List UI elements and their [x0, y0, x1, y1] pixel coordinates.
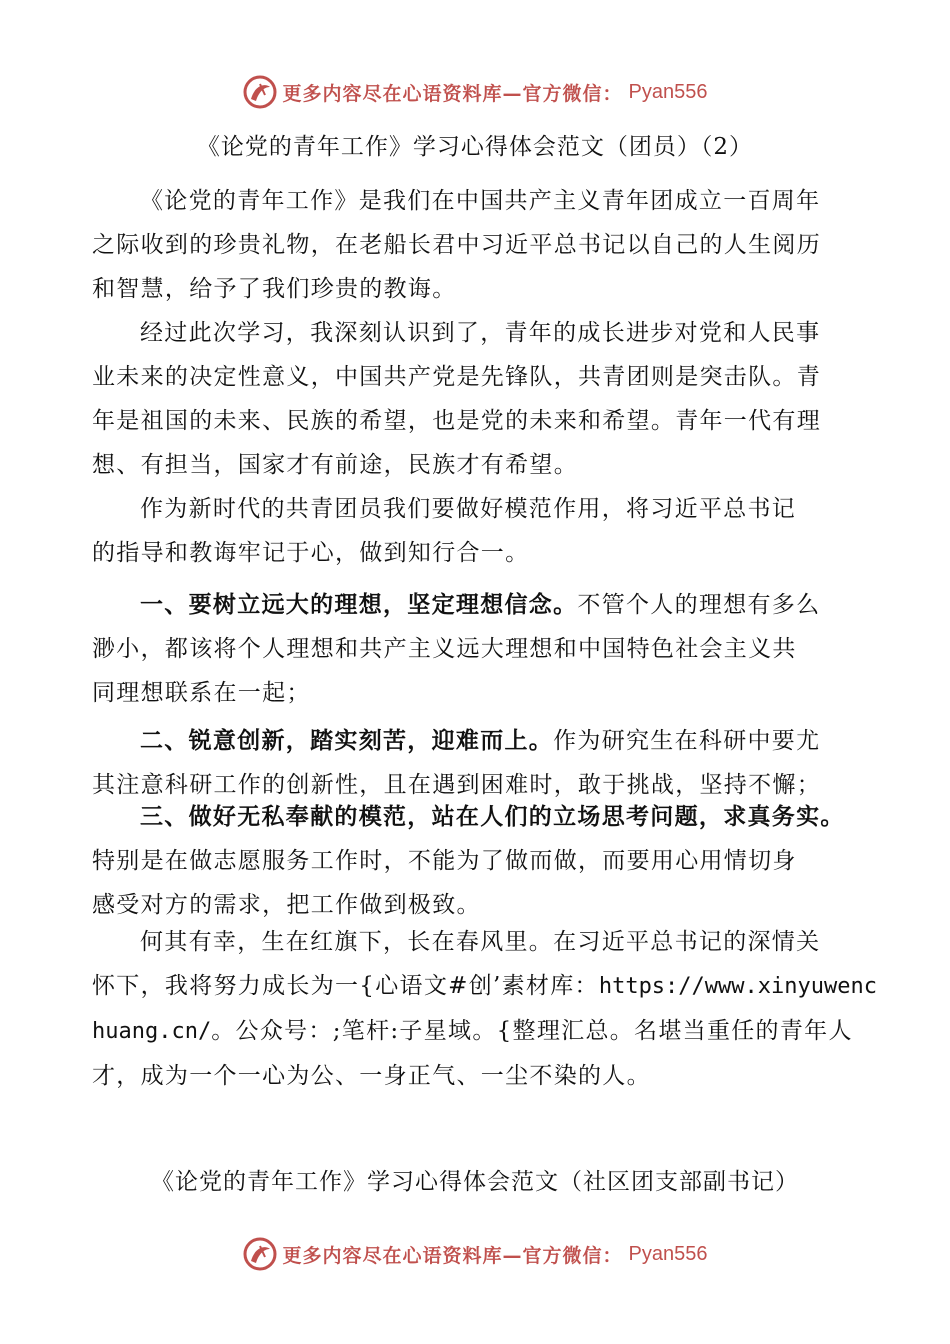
logo-icon — [243, 75, 277, 109]
banner-text: 更多内容尽在心语资料库—官方微信： — [282, 82, 623, 105]
text-line: 其注意科研工作的创新性，且在遇到困难时，敢于挑战，坚持不懈； — [92, 772, 821, 798]
text-line: 和智慧，给予了我们珍贵的教诲。 — [92, 276, 457, 302]
banner-wechat-id: Pyan556 — [628, 1242, 708, 1265]
url-text: huang.cn/ — [92, 1019, 212, 1044]
paragraph-5 — [92, 719, 862, 807]
paragraph-4 — [92, 583, 862, 715]
text-line: 感受对方的需求，把工作做到极致。 — [92, 892, 481, 918]
text-run: 。公众号：;笔杆:子星域。{整理汇总。名堪当重任的青年人 — [211, 1018, 853, 1044]
text-run: 不管个人的理想有多么 — [577, 592, 821, 618]
text-run: 怀下，我将努力成长为一{心语文#创’素材库： — [92, 973, 599, 999]
text-line: 的指导和教诲牢记于心，做到知行合一。 — [92, 540, 530, 566]
footer-banner — [0, 1232, 950, 1276]
paragraph-3 — [92, 487, 862, 575]
header-banner — [0, 70, 950, 114]
text-line: 想、有担当，国家才有前途，民族才有希望。 — [92, 452, 578, 478]
banner-wechat-id: Pyan556 — [628, 80, 708, 103]
next-section-title: 《论党的青年工作》学习心得体会范文（社区团支部副书记） — [151, 1169, 799, 1195]
logo-icon — [243, 1237, 277, 1271]
banner-text: 更多内容尽在心语资料库—官方微信： — [282, 1244, 623, 1267]
text-run: 作为研究生在科研中要尤 — [553, 728, 821, 754]
url-text: https://www.xinyuwenc — [598, 974, 877, 999]
heading-three: 三、做好无私奉献的模范，站在人们的立场思考问题，求真务实。 — [140, 804, 845, 830]
text-line: 才，成为一个一心为公、一身正气、一尘不染的人。 — [92, 1063, 651, 1089]
text-line: 年是祖国的未来、民族的希望，也是党的未来和希望。青年一代有理 — [92, 408, 821, 434]
paragraph-2 — [92, 311, 862, 487]
text-line: 之际收到的珍贵礼物，在老船长君中习近平总书记以自己的人生阅历 — [92, 232, 821, 258]
text-line: 同理想联系在一起； — [92, 680, 311, 706]
heading-two: 二、锐意创新，踏实刻苦，迎难而上。 — [140, 728, 554, 754]
text-line: 特别是在做志愿服务工作时，不能为了做而做，而要用心用情切身 — [92, 848, 797, 874]
text-line: 《论党的青年工作》是我们在中国共产主义青年团成立一百周年 — [140, 188, 821, 214]
text-line: 何其有幸，生在红旗下，长在春风里。在习近平总书记的深情关 — [140, 929, 821, 955]
text-line: 作为新时代的共青团员我们要做好模范作用，将习近平总书记 — [140, 496, 797, 522]
paragraph-1 — [92, 179, 862, 311]
document-title: 《论党的青年工作》学习心得体会范文（团员）（2） — [196, 134, 754, 160]
paragraph-6 — [92, 795, 862, 927]
heading-one: 一、要树立远大的理想，坚定理想信念。 — [140, 592, 578, 618]
text-line: 业未来的决定性意义，中国共产党是先锋队，共青团则是突击队。青 — [92, 364, 821, 390]
text-line: 渺小，都该将个人理想和共产主义远大理想和中国特色社会主义共 — [92, 636, 797, 662]
paragraph-7 — [92, 920, 877, 1098]
text-line: 经过此次学习，我深刻认识到了，青年的成长进步对党和人民事 — [140, 320, 821, 346]
